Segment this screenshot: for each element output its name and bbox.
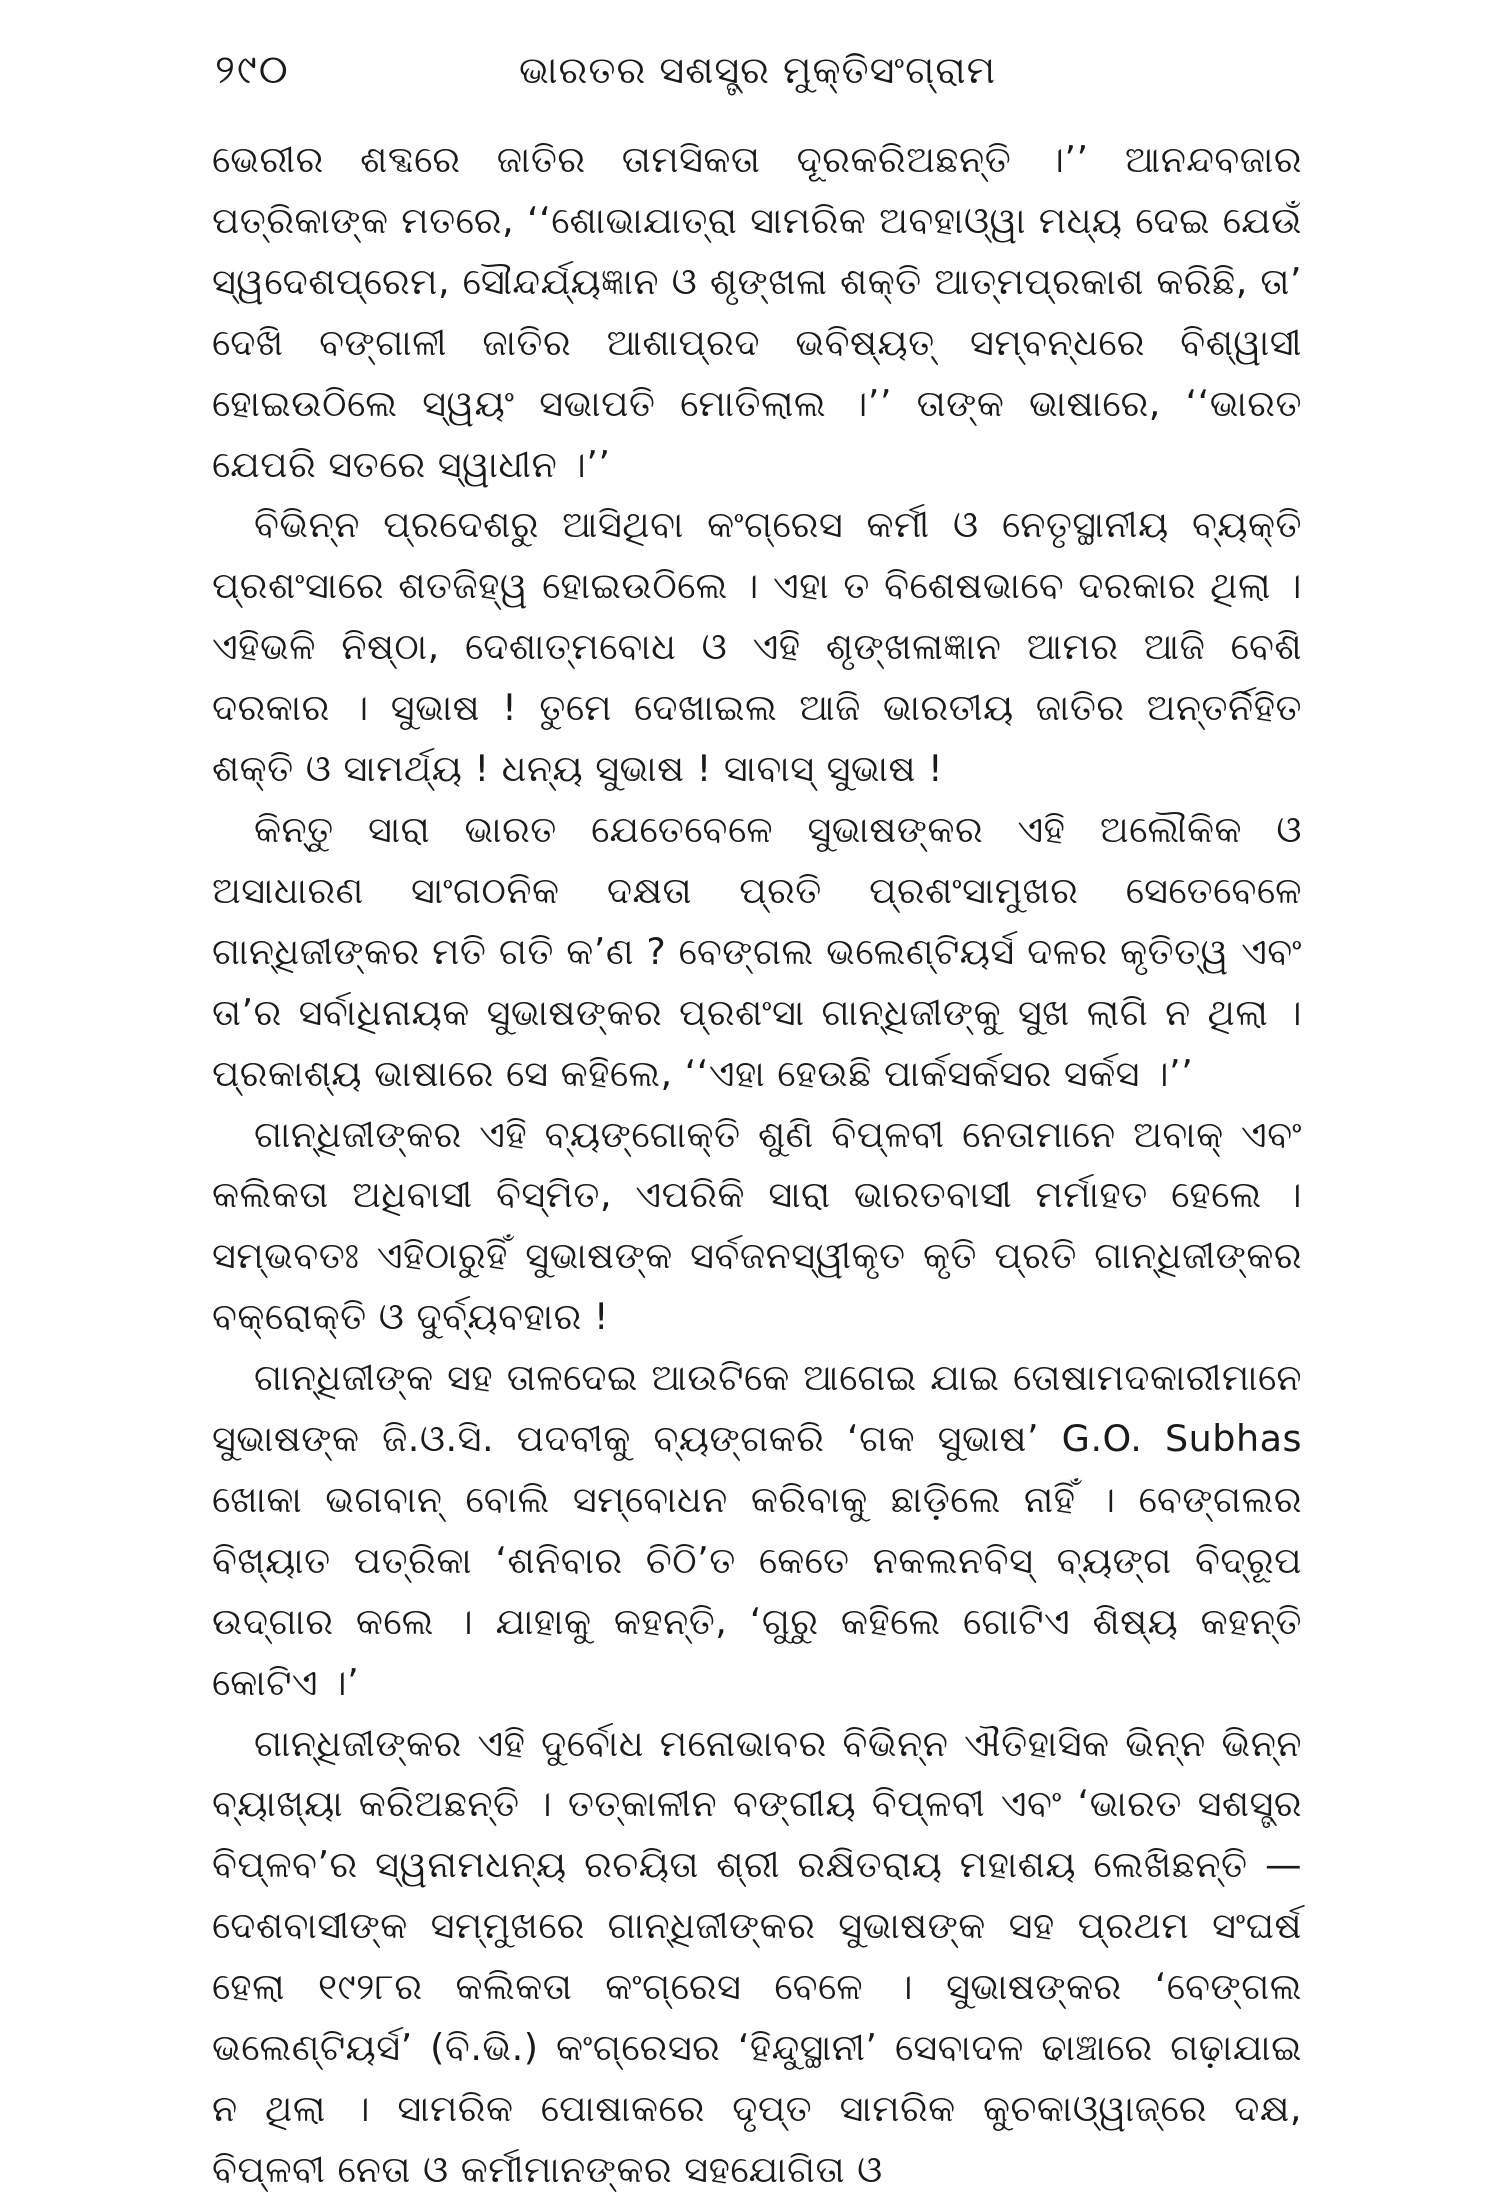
paragraph: ବିଭିନ୍ନ ପ୍ରଦେଶରୁ ଆସିଥିବା କଂଗ୍ରେସ କର୍ମୀ ଓ ନେତୃସ୍ଥାନୀୟ ବ୍ୟକ୍ତି ପ୍ରଶଂସାରେ ଶତଜିହ୍ୱ ହୋଇଉଠିଲେ । ଏହା ତ ବିଶେଷଭାବେ ଦରକାର ଥିଲା । ଏହିଭଳି ନିଷ୍ଠା, ଦେଶାତ୍ମବୋଧ ଓ ଏହି ଶୃଙ୍ଖଳାଜ୍ଞାନ ଆମର ଆଜି ବେଶି ଦରକାର । ସୁଭାଷ ! ତୁମେ ଦେଖାଇଲ ଆଜି ଭାରତୀୟ ଜାତିର ଅନ୍ତର୍ନିହିତ ଶକ୍ତି ଓ ସାମର୍ଥ୍ୟ ! ଧନ୍ୟ ସୁଭାଷ ! ସାବାସ୍ ସୁଭାଷ ! [212, 503, 1302, 791]
paragraph: ଗାନ୍ଧିଜୀଙ୍କର ଏହି ଦୁର୍ବୋଧ ମନୋଭାବର ବିଭିନ୍ନ ଐତିହାସିକ ଭିନ୍ନ ଭିନ୍ନ ବ୍ୟାଖ୍ୟା କରିଅଛନ୍ତି । ତତ୍‌କାଳୀନ ବଙ୍ଗୀୟ ବିପ୍ଳବୀ ଏବଂ ‘ଭାରତ ସଶସ୍ତ୍ର ବିପ୍ଳବ’ର ସ୍ୱନାମଧନ୍ୟ ରଚୟିତା ଶ୍ରୀ ରକ୍ଷିତରାୟ ମହାଶୟ ଲେଖିଛନ୍ତି — ଦେଶବାସୀଙ୍କ ସମ୍ମୁଖରେ ଗାନ୍ଧିଜୀଙ୍କର ସୁଭାଷଙ୍କ ସହ ପ୍ରଥମ ସଂଘର୍ଷ ହେଲା ୧୯୨୮ର କଲିକତା କଂଗ୍ରେସ ବେଳେ । ସୁଭାଷଙ୍କର ‘ବେଙ୍ଗଲ ଭଲେଣ୍ଟିୟର୍ସ’ (ବି.ଭି.) କଂଗ୍ରେସର ‘ହିନ୍ଦୁସ୍ଥାନୀ’ ସେବାଦଳ ଢାଞ୍ଚାରେ ଗଢ଼ାଯାଇ ନ ଥିଲା । ସାମରିକ ପୋଷାକରେ ଦୃପ୍ତ ସାମରିକ କୁଚକାଓ୍ୱାଜ୍‌ରେ ଦକ୍ଷ, ବିପ୍ଳବୀ ନେତା ଓ କର୍ମୀମାନଙ୍କର ସହଯୋଗିତା ଓ [212, 1721, 1302, 2191]
page-header [215, 40, 1300, 100]
paragraph: ଗାନ୍ଧିଜୀଙ୍କ ସହ ତାଳଦେଇ ଆଉଟିକେ ଆଗେଇ ଯାଇ ତୋଷାମଦକାରୀମାନେ ସୁଭାଷଙ୍କ ଜି.ଓ.ସି. ପଦବୀକୁ ବ୍ୟଙ୍ଗକରି ‘ଗକ ସୁଭାଷ’ G.O. Subhas ଖୋକା ଭଗବାନ୍ ବୋଲି ସମ୍ବୋଧନ କରିବାକୁ ଛାଡ଼ିଲେ ନାହିଁ । ବେଙ୍ଗଲର ବିଖ୍ୟାତ ପତ୍ରିକା ‘ଶନିବାର ଚିଠି’ତ କେତେ ନକଲନବିସ୍ ବ୍ୟଙ୍ଗ ବିଦ୍ରୂପ ଉଦ୍‌ଗାର କଲେ । ଯାହାକୁ କହନ୍ତି, ‘ଗୁରୁ କହିଲେ ଗୋଟିଏ ଶିଷ୍ୟ କହନ୍ତି କୋଟିଏ ।’ [212, 1356, 1302, 1704]
page-number: ୨୯୦ [215, 47, 290, 93]
paragraph: କିନ୍ତୁ ସାରା ଭାରତ ଯେତେବେଳେ ସୁଭାଷଙ୍କର ଏହି ଅଲୌକିକ ଓ ଅସାଧାରଣ ସାଂଗଠନିକ ଦକ୍ଷତା ପ୍ରତି ପ୍ରଶଂସାମୁଖର ସେତେବେଳେ ଗାନ୍ଧିଜୀଙ୍କର ମତି ଗତି କ’ଣ ? ବେଙ୍ଗଲ ଭଲେଣ୍ଟିୟର୍ସ ଦଳର କୃତିତ୍ୱ ଏବଂ ତା’ର ସର୍ବାଧିନାୟକ ସୁଭାଷଙ୍କର ପ୍ରଶଂସା ଗାନ୍ଧିଜୀଙ୍କୁ ସୁଖ ଲାଗି ନ ଥିଲା । ପ୍ରକାଶ୍ୟ ଭାଷାରେ ସେ କହିଲେ, ‘‘ଏହା ହେଉଛି ପାର୍କସର୍କସର ସର୍କସ ।’’ [212, 807, 1302, 1095]
body-text [212, 130, 1302, 2201]
paragraph: ଗାନ୍ଧିଜୀଙ୍କର ଏହି ବ୍ୟଙ୍ଗୋକ୍ତି ଶୁଣି ବିପ୍ଳବୀ ନେତାମାନେ ଅବାକ୍ ଏବଂ କଲିକତା ଅଧିବାସୀ ବିସ୍ମିତ, ଏପରିକି ସାରା ଭାରତବାସୀ ମର୍ମାହତ ହେଲେ । ସମ୍ଭବତଃ ଏହିଠାରୁହିଁ ସୁଭାଷଙ୍କ ସର୍ବଜନସ୍ୱୀକୃତ କୃତି ପ୍ରତି ଗାନ୍ଧିଜୀଙ୍କର ବକ୍ରୋକ୍ତି ଓ ଦୁର୍ବ୍ୟବହାର ! [212, 1112, 1302, 1339]
running-title: ଭାରତର ସଶସ୍ତ୍ର ମୁକ୍ତିସଂଗ୍ରାମ [518, 48, 997, 92]
paragraph: ଭେରୀର ଶବ୍ଦରେ ଜାତିର ତାମସିକତା ଦୂରକରିଅଛନ୍ତି ।’’ ଆନନ୍ଦବଜାର ପତ୍ରିକାଙ୍କ ମତରେ, ‘‘ଶୋଭାଯାତ୍ରା ସାମରିକ ଅବହାଓ୍ୱା ମଧ୍ୟ ଦେଇ ଯେଉଁ ସ୍ୱଦେଶପ୍ରେମ, ସୌନ୍ଦର୍ଯ୍ୟଜ୍ଞାନ ଓ ଶୃଙ୍ଖଳା ଶକ୍ତି ଆତ୍ମପ୍ରକାଶ କରିଛି, ତା’ ଦେଖି ବଙ୍ଗାଳୀ ଜାତିର ଆଶାପ୍ରଦ ଭବିଷ୍ୟତ୍ ସମ୍ବନ୍ଧରେ ବିଶ୍ୱାସୀ ହୋଇଉଠିଲେ ସ୍ୱୟଂ ସଭାପତି ମୋତିଲାଲ ।’’ ତାଙ୍କ ଭାଷାରେ, ‘‘ଭାରତ ଯେପରି ସତରେ ସ୍ୱାଧୀନ ।’’ [212, 138, 1302, 486]
